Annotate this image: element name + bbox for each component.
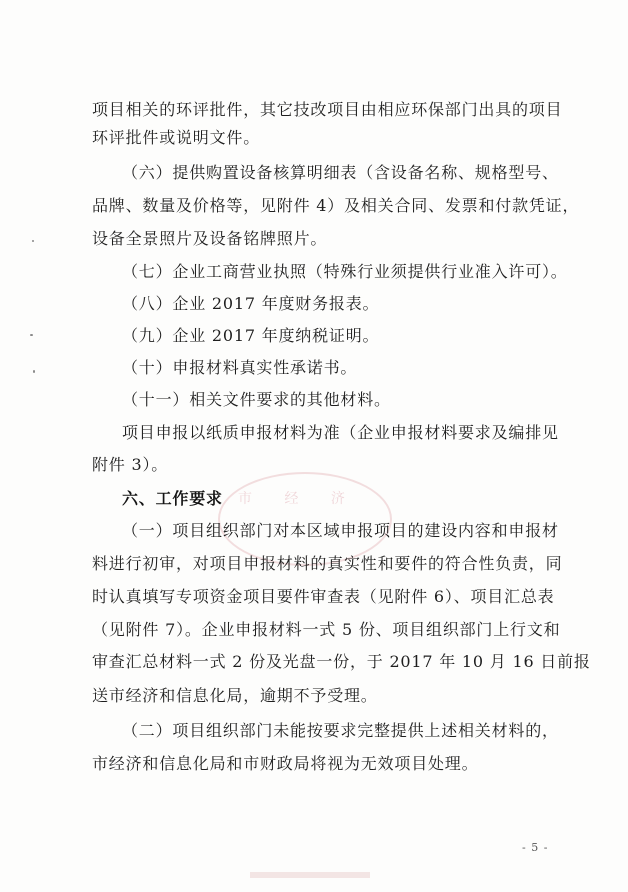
body-line: （六）提供购置设备核算明细表（含设备名称、规格型号、 <box>122 163 559 182</box>
body-line: 项目申报以纸质申报材料为准（企业申报材料要求及编排见 <box>122 423 559 442</box>
body-line: 市经济和信息化局和市财政局将视为无效项目处理。 <box>92 754 479 773</box>
body-line: 项目相关的环评批件，其它技改项目由相应环保部门出具的项目 <box>92 100 563 119</box>
scan-smudge <box>250 872 370 878</box>
scan-speck <box>33 370 35 373</box>
body-line: （一）项目组织部门对本区域申报项目的建设内容和申报材 <box>122 521 559 540</box>
body-line: 品牌、数量及价格等，见附件 4）及相关合同、发票和付款凭证， <box>92 196 580 215</box>
body-line: （见附件 7）。企业申报材料一式 5 份、项目组织部门上行文和 <box>92 620 561 639</box>
scan-speck <box>32 240 34 242</box>
body-line: 时认真填写专项资金项目要件审查表（见附件 6）、项目汇总表 <box>92 587 555 606</box>
body-line: （七）企业工商营业执照（特殊行业须提供行业准入许可）。 <box>122 262 568 281</box>
body-line: （十）申报材料真实性承诺书。 <box>122 358 358 377</box>
body-line: 设备全景照片及设备铭牌照片。 <box>92 229 328 248</box>
scan-speck <box>30 334 33 336</box>
body-line: 附件 3）。 <box>92 455 169 474</box>
body-line: （二）项目组织部门未能按要求完整提供上述相关材料的， <box>122 721 559 740</box>
body-line: 环评批件或说明文件。 <box>92 128 261 147</box>
page-number: - 5 - <box>522 841 549 854</box>
body-line: 料进行初审，对项目申报材料的真实性和要件的符合性负责，同 <box>92 554 563 573</box>
body-line: （八）企业 2017 年度财务报表。 <box>122 294 380 313</box>
body-line: （九）企业 2017 年度纳税证明。 <box>122 326 380 345</box>
section-heading: 六、工作要求 <box>122 489 223 508</box>
faded-seal-stamp: 市 经 济 <box>218 472 392 566</box>
body-line: 审查汇总材料一式 2 份及光盘一份，于 2017 年 10 月 16 日前报 <box>92 652 591 671</box>
body-line: （十一）相关文件要求的其他材料。 <box>122 390 391 409</box>
body-line: 送市经济和信息化局，逾期不予受理。 <box>92 686 378 705</box>
